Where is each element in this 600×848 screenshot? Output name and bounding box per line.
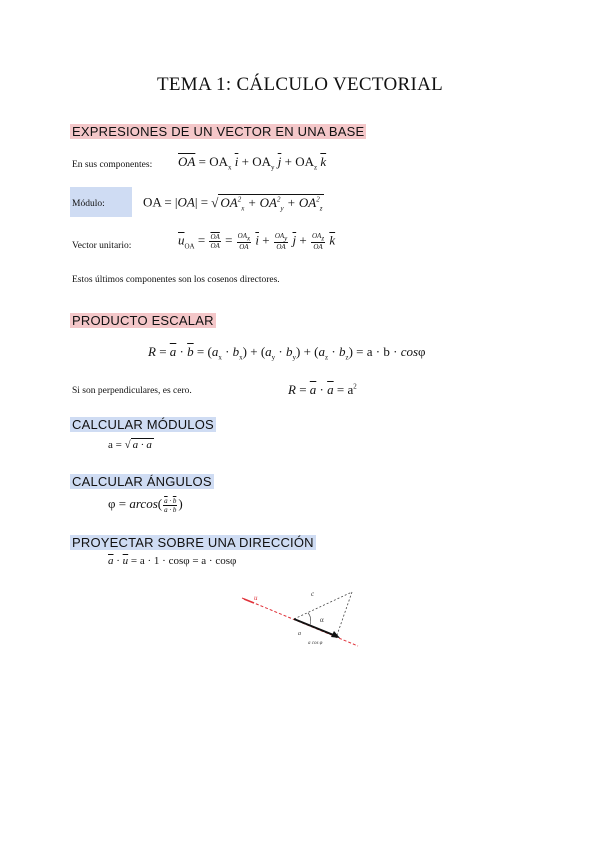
- unit-label: Vector unitario:: [72, 241, 132, 251]
- unit-vector-arrow: [244, 599, 254, 603]
- projection-formula: $\overline{a} \cdot \overline{u} = a \cdot 1 \cdot \cos\varphi = a \cdot \cos\varphi$: [108, 555, 237, 567]
- components-formula: $\overline{OA} = OA_x$ $\overline{i} + OA_y$ $\overline{j} + OA_z$ $\overline{k}$: [178, 154, 327, 172]
- projection-dashed-line: [336, 592, 352, 638]
- perpendicular-note: Si son perpendiculares, es cero.: [72, 386, 192, 396]
- section-heading-proyectar: PROYECTAR SOBRE UNA DIRECCIÓN: [72, 535, 314, 550]
- angle-arc: [308, 613, 311, 625]
- unit-formula: $\overline{u}_{OA}$ = $\frac{\overline{OA}}{OA}$ = $\frac{OA_x}{OA}$ $\overline{i}$ + $\frac{OA_y}{OA}$ $\overline{j}$ + $\frac{OA_z}{OA}$ $\overline{k}$: [178, 232, 336, 252]
- vector-c-line: [294, 592, 352, 619]
- self-product-formula: $R = \overline{a} \cdot \overline{a} = a^2$: [288, 382, 357, 397]
- angle-formula: φ = arcos( $\frac{\overline{a} \cdot \overline{b}}{a \cdot b}$ ): [108, 496, 183, 514]
- scalar-product-formula: $R = \overline{a} \cdot \overline{b} = (a_x \cdot b_x) + (a_y \cdot b_y) + (a_z \cdot b_z) = a \cdot b \cdot \cos\varphi$: [148, 344, 426, 362]
- modulus-formula: a = √ $a \cdot \overline{a}$: [108, 439, 152, 451]
- section-heading-base: EXPRESIONES DE UN VECTOR EN UNA BASE: [72, 124, 365, 139]
- modulo-label: Módulo:: [72, 199, 105, 209]
- cosines-note: Estos últimos componentes son los cosenos directores.: [72, 275, 280, 285]
- alpha-label: α: [320, 616, 324, 624]
- a-label: a: [298, 631, 301, 637]
- c-label: c: [311, 590, 315, 598]
- modulo-formula: OA = |OA| = √ $OA^2_x + OA^2_y + OA^2_z$: [143, 194, 323, 213]
- u-label: u: [254, 594, 258, 602]
- page-title: TEMA 1: CÁLCULO VECTORIAL: [157, 74, 443, 95]
- section-heading-angulos: CALCULAR ÁNGULOS: [72, 474, 212, 489]
- projection-diagram: [236, 584, 366, 654]
- projection-label: a cos φ: [308, 641, 323, 646]
- section-heading-modulos: CALCULAR MÓDULOS: [72, 417, 214, 432]
- section-heading-escalar: PRODUCTO ESCALAR: [72, 313, 214, 328]
- vector-a-arrowhead: [331, 631, 340, 638]
- components-label: En sus componentes:: [72, 160, 153, 170]
